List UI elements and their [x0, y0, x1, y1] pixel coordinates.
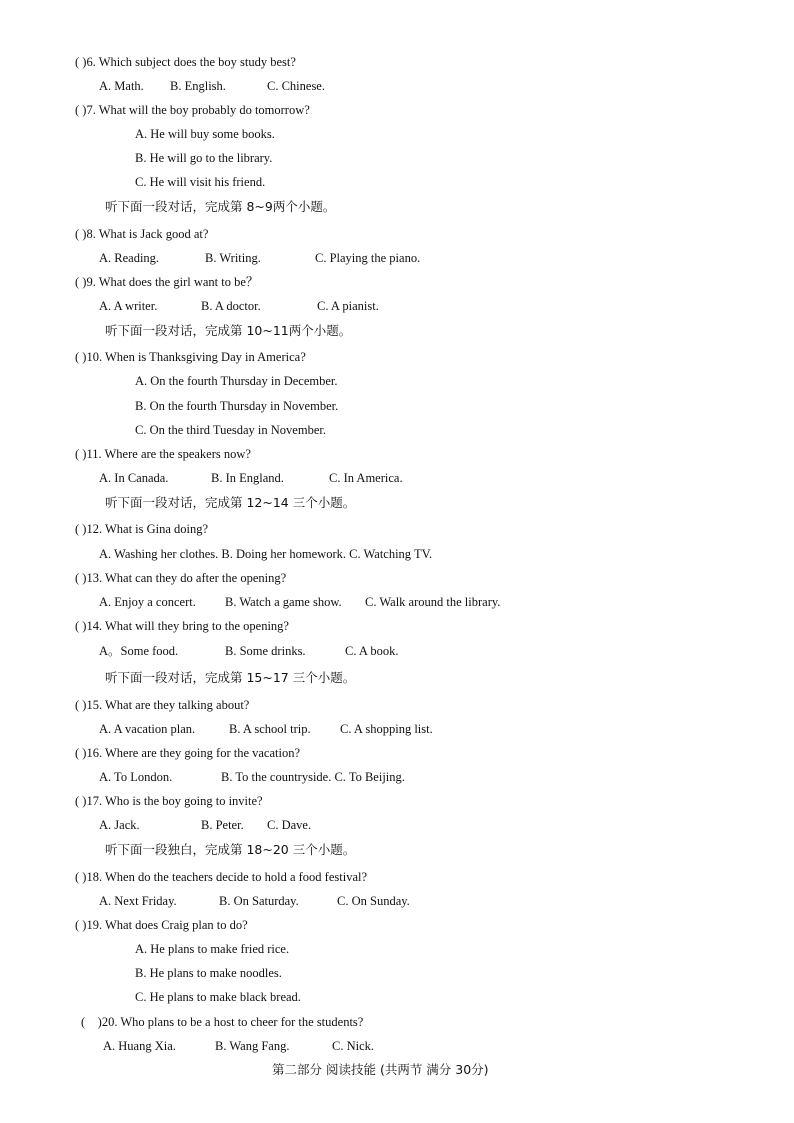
instruction-8-9: 听下面一段对话，完成第 8~9两个小题。	[105, 199, 336, 214]
question-20-stem: ( )20. Who plans to be a host to cheer for the students?	[81, 1015, 364, 1029]
question-14-option-c: C. A book.	[345, 644, 399, 658]
question-9-option-c: C. A pianist.	[317, 299, 379, 313]
question-12-options: A. Washing her clothes. B. Doing her homework. C. Watching TV.	[99, 547, 433, 561]
question-16-stem: ( )16. Where are they going for the vacation?	[75, 746, 301, 760]
question-9-option-b: B. A doctor.	[201, 299, 261, 313]
instruction-12-14: 听下面一段对话，完成第 12~14 三个小题。	[105, 495, 356, 510]
question-19-option-b: B. He plans to make noodles.	[135, 966, 282, 980]
question-7-option-c: C. He will visit his friend.	[135, 175, 266, 189]
question-20-option-b: B. Wang Fang.	[215, 1039, 290, 1053]
instruction-15-17: 听下面一段对话，完成第 15~17 三个小题。	[105, 670, 356, 685]
question-12-stem: ( )12. What is Gina doing?	[75, 522, 209, 536]
question-11-option-c: C. In America.	[329, 471, 403, 485]
question-11-stem: ( )11. Where are the speakers now?	[75, 447, 251, 461]
question-9-stem: ( )9. What does the girl want to be？	[75, 275, 259, 289]
question-18-option-a: A. Next Friday.	[99, 894, 177, 908]
question-19-option-a: A. He plans to make fried rice.	[135, 942, 290, 956]
question-17-stem: ( )17. Who is the boy going to invite?	[75, 794, 263, 808]
question-8-option-b: B. Writing.	[205, 251, 261, 265]
question-13-stem: ( )13. What can they do after the opening?	[75, 571, 287, 585]
question-13-option-c: C. Walk around the library.	[365, 595, 501, 609]
question-6-stem: ( )6. Which subject does the boy study best?	[75, 55, 296, 69]
question-14-option-a: A。Some food.	[99, 644, 179, 658]
question-8-stem: ( )8. What is Jack good at?	[75, 227, 209, 241]
question-14-stem: ( )14. What will they bring to the opening?	[75, 619, 289, 633]
question-7-option-a: A. He will buy some books.	[135, 127, 275, 141]
question-18-stem: ( )18. When do the teachers decide to hold a food festival?	[75, 870, 368, 884]
question-9-option-a: A. A writer.	[99, 299, 158, 313]
question-17-option-c: C. Dave.	[267, 818, 312, 832]
question-15-option-a: A. A vacation plan.	[99, 722, 196, 736]
question-18-option-b: B. On Saturday.	[219, 894, 299, 908]
question-15-option-b: B. A school trip.	[229, 722, 311, 736]
question-17-option-a: A. Jack.	[99, 818, 140, 832]
instruction-10-11: 听下面一段对话，完成第 10~11两个小题。	[105, 323, 352, 338]
question-11-option-a: A. In Canada.	[99, 471, 169, 485]
question-10-option-b: B. On the fourth Thursday in November.	[135, 399, 339, 413]
question-7-option-b: B. He will go to the library.	[135, 151, 273, 165]
question-16-options-bc: B. To the countryside. C. To Beijing.	[221, 770, 405, 784]
question-8-option-a: A. Reading.	[99, 251, 160, 265]
question-16-option-a: A. To London.	[99, 770, 173, 784]
question-10-option-c: C. On the third Tuesday in November.	[135, 423, 326, 437]
question-19-option-c: C. He plans to make black bread.	[135, 990, 301, 1004]
question-10-option-a: A. On the fourth Thursday in December.	[135, 374, 338, 388]
question-6-option-c: C. Chinese.	[267, 79, 325, 93]
question-20-option-c: C. Nick.	[332, 1039, 375, 1053]
question-18-option-c: C. On Sunday.	[337, 894, 410, 908]
question-13-option-a: A. Enjoy a concert.	[99, 595, 196, 609]
question-17-option-b: B. Peter.	[201, 818, 244, 832]
question-15-option-c: C. A shopping list.	[340, 722, 433, 736]
question-11-option-b: B. In England.	[211, 471, 284, 485]
question-19-stem: ( )19. What does Craig plan to do?	[75, 918, 248, 932]
question-10-stem: ( )10. When is Thanksgiving Day in America?	[75, 350, 306, 364]
question-14-option-b: B. Some drinks.	[225, 644, 306, 658]
instruction-18-20: 听下面一段独白，完成第 18~20 三个小题。	[105, 842, 356, 857]
section-2-heading: 第二部分 阅读技能 (共两节 满分 30分)	[272, 1062, 489, 1077]
question-8-option-c: C. Playing the piano.	[315, 251, 421, 265]
question-6-option-b: B. English.	[170, 79, 226, 93]
question-15-stem: ( )15. What are they talking about?	[75, 698, 250, 712]
question-20-option-a: A. Huang Xia.	[103, 1039, 176, 1053]
question-13-option-b: B. Watch a game show.	[225, 595, 342, 609]
question-7-stem: ( )7. What will the boy probably do tomorrow?	[75, 103, 310, 117]
question-6-option-a: A. Math.	[99, 79, 144, 93]
